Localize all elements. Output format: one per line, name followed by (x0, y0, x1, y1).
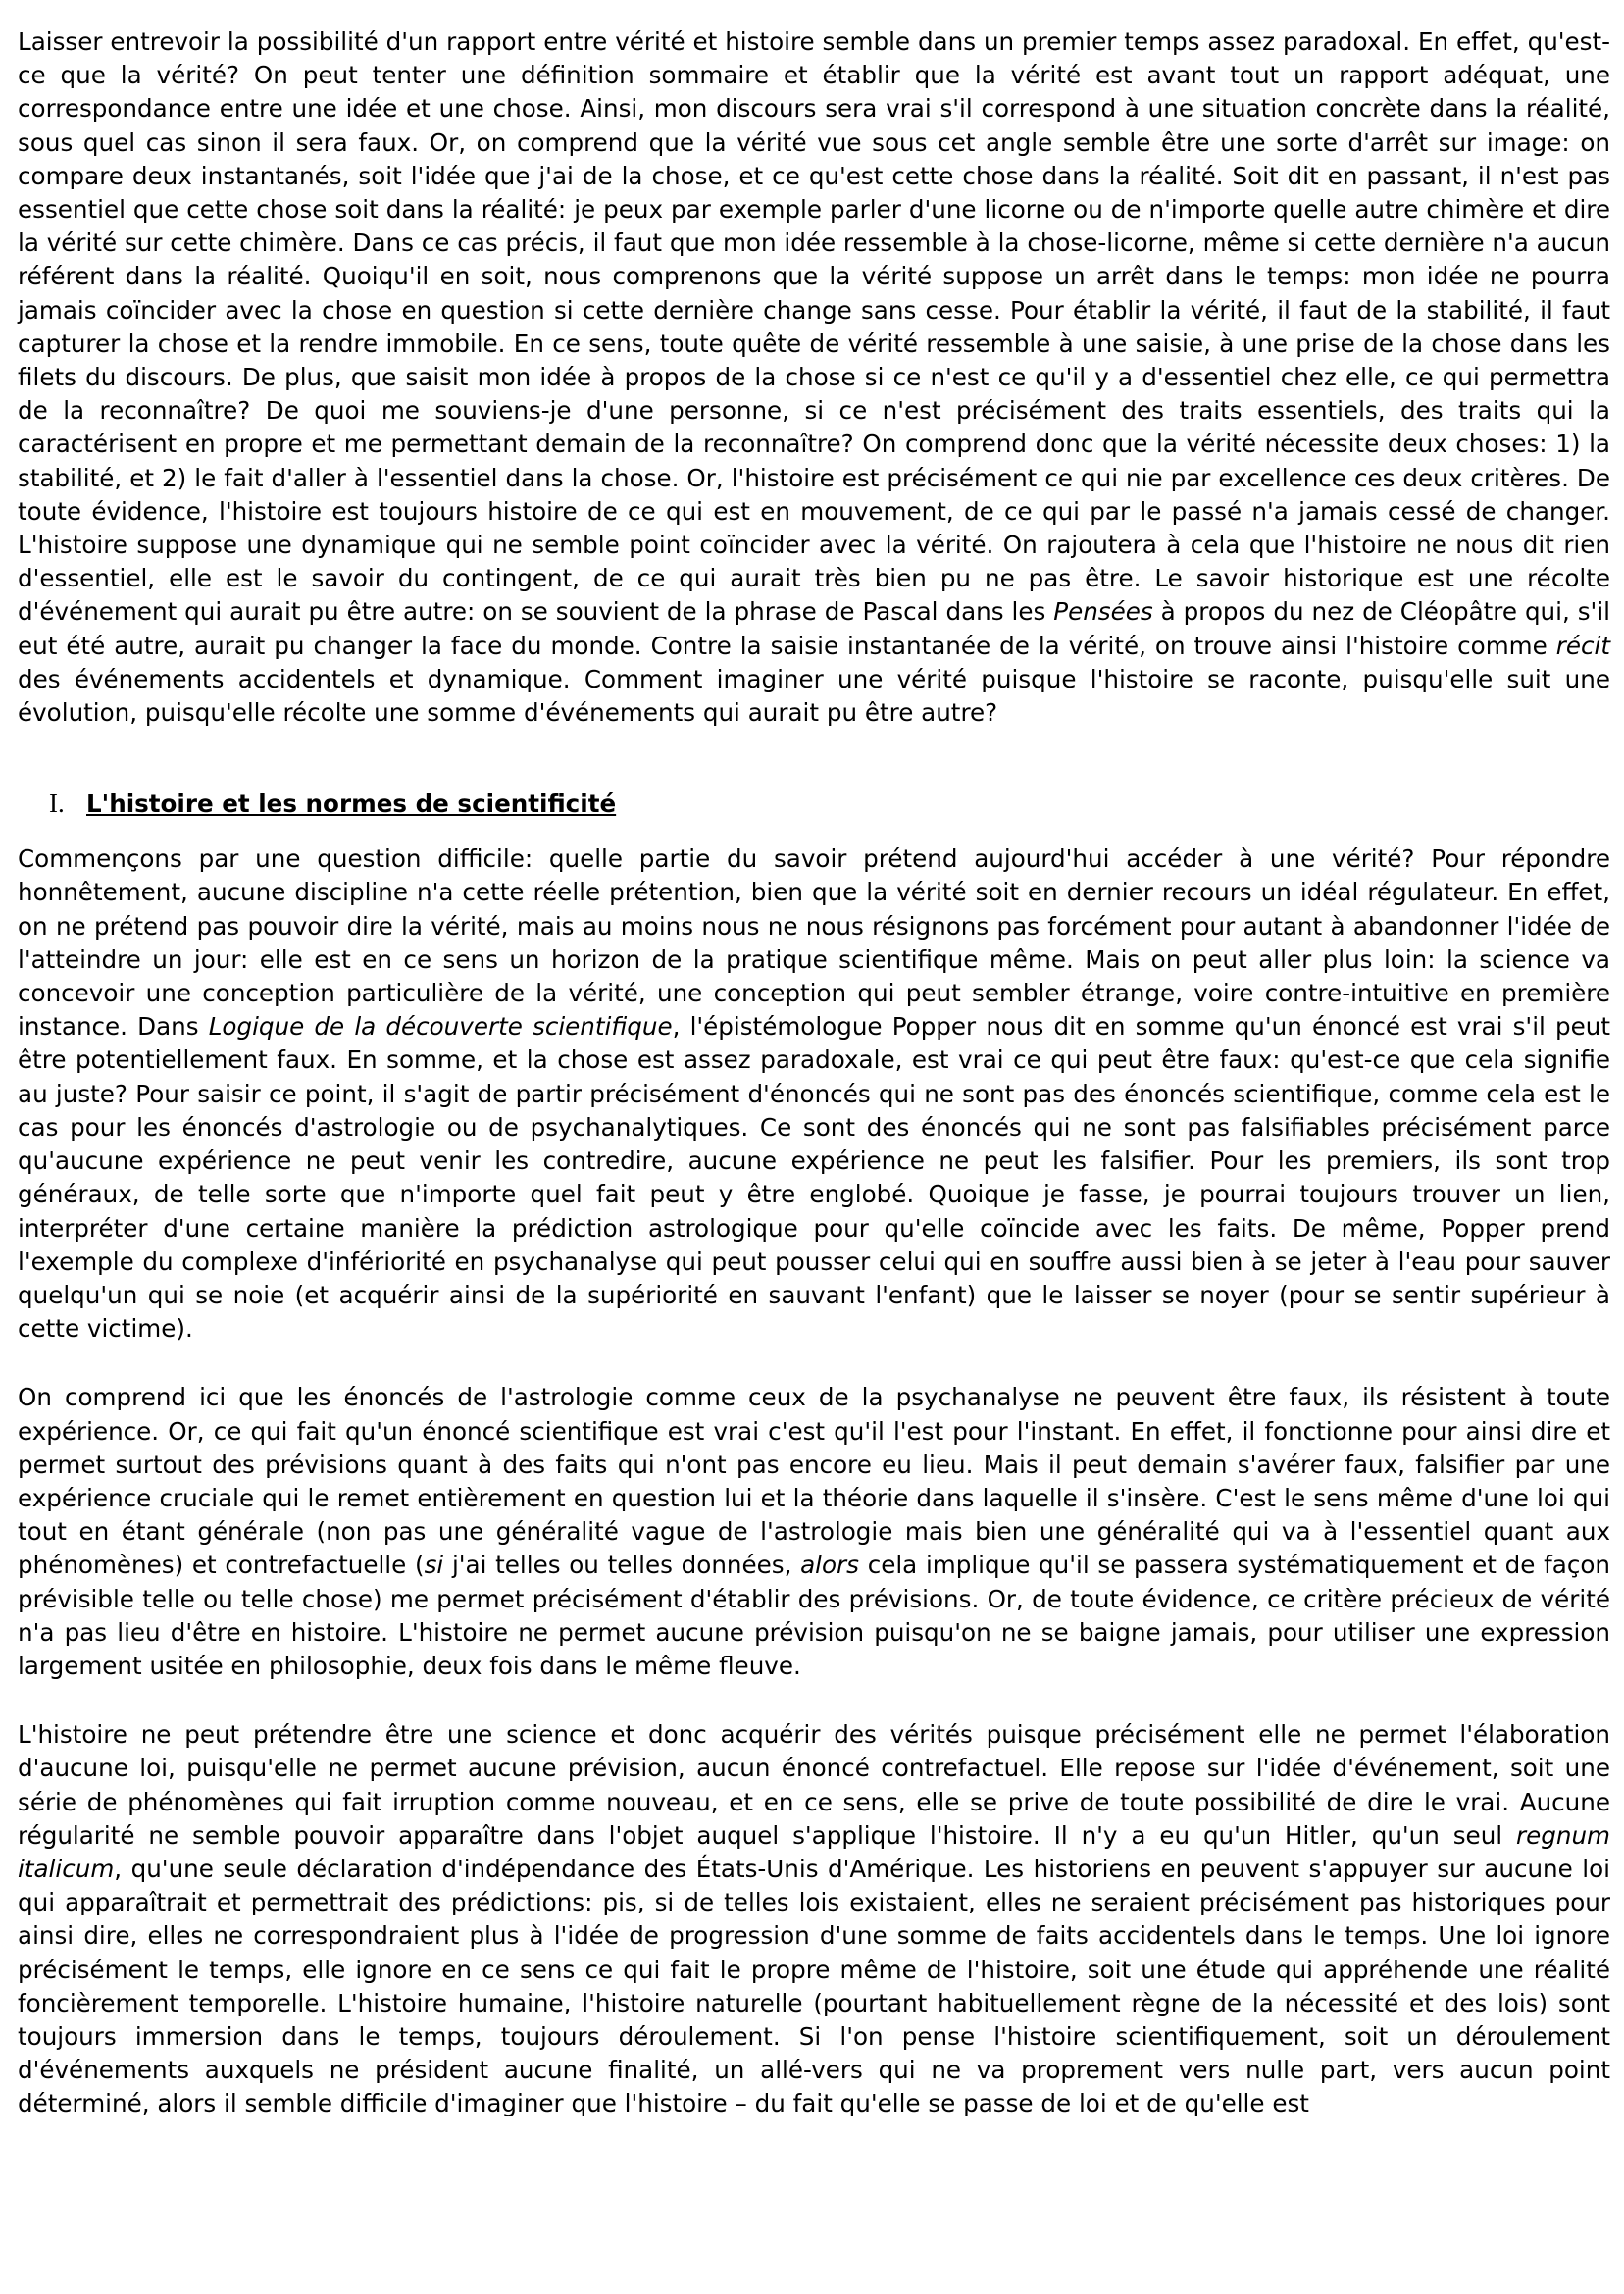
intro-paragraph (18, 25, 1610, 730)
text-run: , l'épistémologue Popper nous dit en somme qu'un énoncé est vrai s'il peut être potentiellement faux. En somme, et la chose est assez paradoxale, est vrai ce qui peut être faux: qu'est-ce que cela signifie au juste? Pour saisir ce point, il s'agit de partir précisément d'énoncés qui ne sont pas des énoncés scientifique, comme cela est le cas pour les énoncés d'astrologie ou de psychanalytiques. Ce sont des énoncés qui ne sont pas falsifiables précisément parce qu'aucune expérience ne peut venir les contredire, aucune expérience ne peut les falsifier. Pour les premiers, ils sont trop généraux, de telle sorte que n'importe quel fait peut y être englobé. Quoique je fasse, je pourrai toujours trouver un lien, interpréter d'une certaine manière la prédiction astrologique pour qu'elle coïncide avec les faits. De même, Popper prend l'exemple du complexe d'infériorité en psychanalyse qui peut pousser celui qui en souffre aussi bien à se jeter à l'eau pour sauver quelqu'un qui se noie (et acquérir ainsi de la supériorité en sauvant l'enfant) que le laisser se noyer (pour se sentir supérieur à cette victime). (18, 1012, 1610, 1344)
italic-title: Logique de la découverte scientifique (208, 1012, 673, 1042)
text-run: On comprend ici que les énoncés de l'astrologie comme ceux de la psychanalyse ne peuvent être faux, ils résistent à toute expérience. Or, ce qui fait qu'un énoncé scientifique est vrai c'est qu'il l'est pour l'instant. En effet, il fonctionne pour ainsi dire et permet surtout des prévisions quant à des faits qui n'ont pas encore eu lieu. Mais il peut demain s'avérer faux, falsifier par une expérience cruciale qui le remet entièrement en question lui et la théorie dans laquelle il s'insère. C'est le sens même d'une loi qui tout en étant générale (non pas une généralité vague de l'astrologie mais bien une généralité qui va à l'essentiel quant aux phénomènes) et contrefactuelle ( (18, 1383, 1610, 1580)
italic-title: Pensées (1053, 597, 1153, 627)
section-paragraph-3 (18, 1718, 1610, 2120)
italic-word: si (424, 1551, 444, 1580)
section-paragraph-2 (18, 1381, 1610, 1683)
text-run: cela implique qu'il se passera systématiquement et de façon prévisible telle ou telle chose) me permet précisément d'établir des prévisions. Or, de toute évidence, ce critère précieux de vérité n'a pas lieu d'être en histoire. L'histoire ne permet aucune prévision puisqu'on ne se baigne jamais, pour utiliser une expression largement usitée en philosophie, deux fois dans le même fleuve. (18, 1551, 1610, 1680)
text-run: des événements accidentels et dynamique. Comment imaginer une vérité puisque l'histoire se raconte, puisqu'elle suit une évolution, puisqu'elle récolte une somme d'événements qui aurait pu être autre? (18, 664, 1610, 728)
section-paragraph-1 (18, 842, 1610, 1346)
italic-word: alors (800, 1551, 859, 1580)
section-number: I. (49, 789, 65, 819)
section-title: L'histoire et les normes de scientificité (86, 790, 617, 819)
document-page (18, 25, 1610, 2121)
text-run: Laisser entrevoir la possibilité d'un rapport entre vérité et histoire semble dans un premier temps assez paradoxal. En effet, qu'est-ce que la vérité? On peut tenter une définition sommaire et établir que la vérité est avant tout un rapport adéquat, une correspondance entre une idée et une chose. Ainsi, mon discours sera vrai s'il correspond à une situation concrète dans la réalité, sous quel cas sinon il sera faux. Or, on comprend que la vérité vue sous cet angle semble être une sorte d'arrêt sur image: on compare deux instantanés, soit l'idée que j'ai de la chose, et ce qu'est cette chose dans la réalité. Soit dit en passant, il n'est pas essentiel que cette chose soit dans la réalité: je peux par exemple parler d'une licorne ou de n'importe quelle autre chimère et dire la vérité sur cette chimère. Dans ce cas précis, il faut que mon idée ressemble à la chose-licorne, même si cette dernière n'a aucun référent dans la réalité. Quoiqu'il en soit, nous comprenons que la vérité suppose un arrêt dans le temps: mon idée ne pourra jamais coïncider avec la chose en question si cette dernière change sans cesse. Pour établir la vérité, il faut de la stabilité, il faut capturer la chose et la rendre immobile. En ce sens, toute quête de vérité ressemble à une saisie, à une prise de la chose dans les filets du discours. De plus, que saisit mon idée à propos de la chose si ce n'est ce qu'il y a d'essentiel chez elle, ce qui permettra de la reconnaître? De quoi me souviens-je d'une personne, si ce n'est précisément des traits essentiels, des traits qui la caractérisent en propre et me permettant demain de la reconnaître? On comprend donc que la vérité nécessite deux choses: 1) la stabilité, et 2) le fait d'aller à l'essentiel dans la chose. Or, l'histoire est précisément ce qui nie par excellence ces deux critères. De toute évidence, l'histoire est toujours histoire de ce qui est en mouvement, de ce qui par le passé n'a jamais cessé de changer. L'histoire suppose une dynamique qui ne semble point coïncider avec la vérité. On rajoutera à cela que l'histoire ne nous dit rien d'essentiel, elle est le savoir du contingent, de ce qui aurait très bien pu ne pas être. Le savoir historique est une récolte d'événement qui aurait pu être autre: on se souvient de la phrase de Pascal dans les (18, 27, 1610, 627)
section-heading (18, 787, 1610, 821)
italic-term: regnum italicum (18, 1820, 1610, 1883)
text-run: Commençons par une question difficile: quelle partie du savoir prétend aujourd'hui accéder à une vérité? Pour répondre honnêtement, aucune discipline n'a cette réelle prétention, bien que la vérité soit en dernier recours un idéal régulateur. En effet, on ne prétend pas pouvoir dire la vérité, mais au moins nous ne nous résignons pas forcément pour autant à abandonner l'idée de l'atteindre un jour: elle est en ce sens un horizon de la pratique scientifique même. Mais on peut aller plus loin: la science va concevoir une conception particulière de la vérité, une conception qui peut sembler étrange, voire contre-intuitive en première instance. Dans (18, 844, 1610, 1042)
text-run: , qu'une seule déclaration d'indépendance des États-Unis d'Amérique. Les historiens en peuvent s'appuyer sur aucune loi qui apparaîtrait et permettrait des prédictions: pis, si de telles lois existaient, elles ne seraient précisément pas historiques pour ainsi dire, elles ne correspondraient plus à l'idée de progression d'une somme de faits accidentels dans le temps. Une loi ignore précisément le temps, elle ignore en ce sens ce qui fait le propre même de l'histoire, soit une étude qui appréhende une réalité foncièrement temporelle. L'histoire humaine, l'histoire naturelle (pourtant habituellement règne de la nécessité et des lois) sont toujours immersion dans le temps, toujours déroulement. Si l'on pense l'histoire scientifiquement, soit un déroulement d'événements auxquels ne président aucune finalité, un allé-vers qui ne va proprement vers nulle part, vers aucun point déterminé, alors il semble difficile d'imaginer que l'histoire – du fait qu'elle se passe de loi et de qu'elle est (18, 1854, 1610, 2118)
text-run: j'ai telles ou telles données, (443, 1551, 801, 1580)
text-run: L'histoire ne peut prétendre être une science et donc acquérir des vérités puisque précisément elle ne permet l'élaboration d'aucune loi, puisqu'elle ne permet aucune prévision, aucun énoncé contrefactuel. Elle repose sur l'idée d'événement, soit une série de phénomènes qui fait irruption comme nouveau, et en ce sens, elle se prive de toute possibilité de dire le vrai. Aucune régularité ne semble pouvoir apparaître dans l'objet auquel s'applique l'histoire. Il n'y a eu qu'un Hitler, qu'un seul (18, 1720, 1610, 1850)
italic-word: récit (1555, 631, 1610, 660)
text-run: à propos du nez de Cléopâtre qui, s'il eut été autre, aurait pu changer la face du monde. Contre la saisie instantanée de la vérité, on trouve ainsi l'histoire comme (18, 597, 1610, 660)
